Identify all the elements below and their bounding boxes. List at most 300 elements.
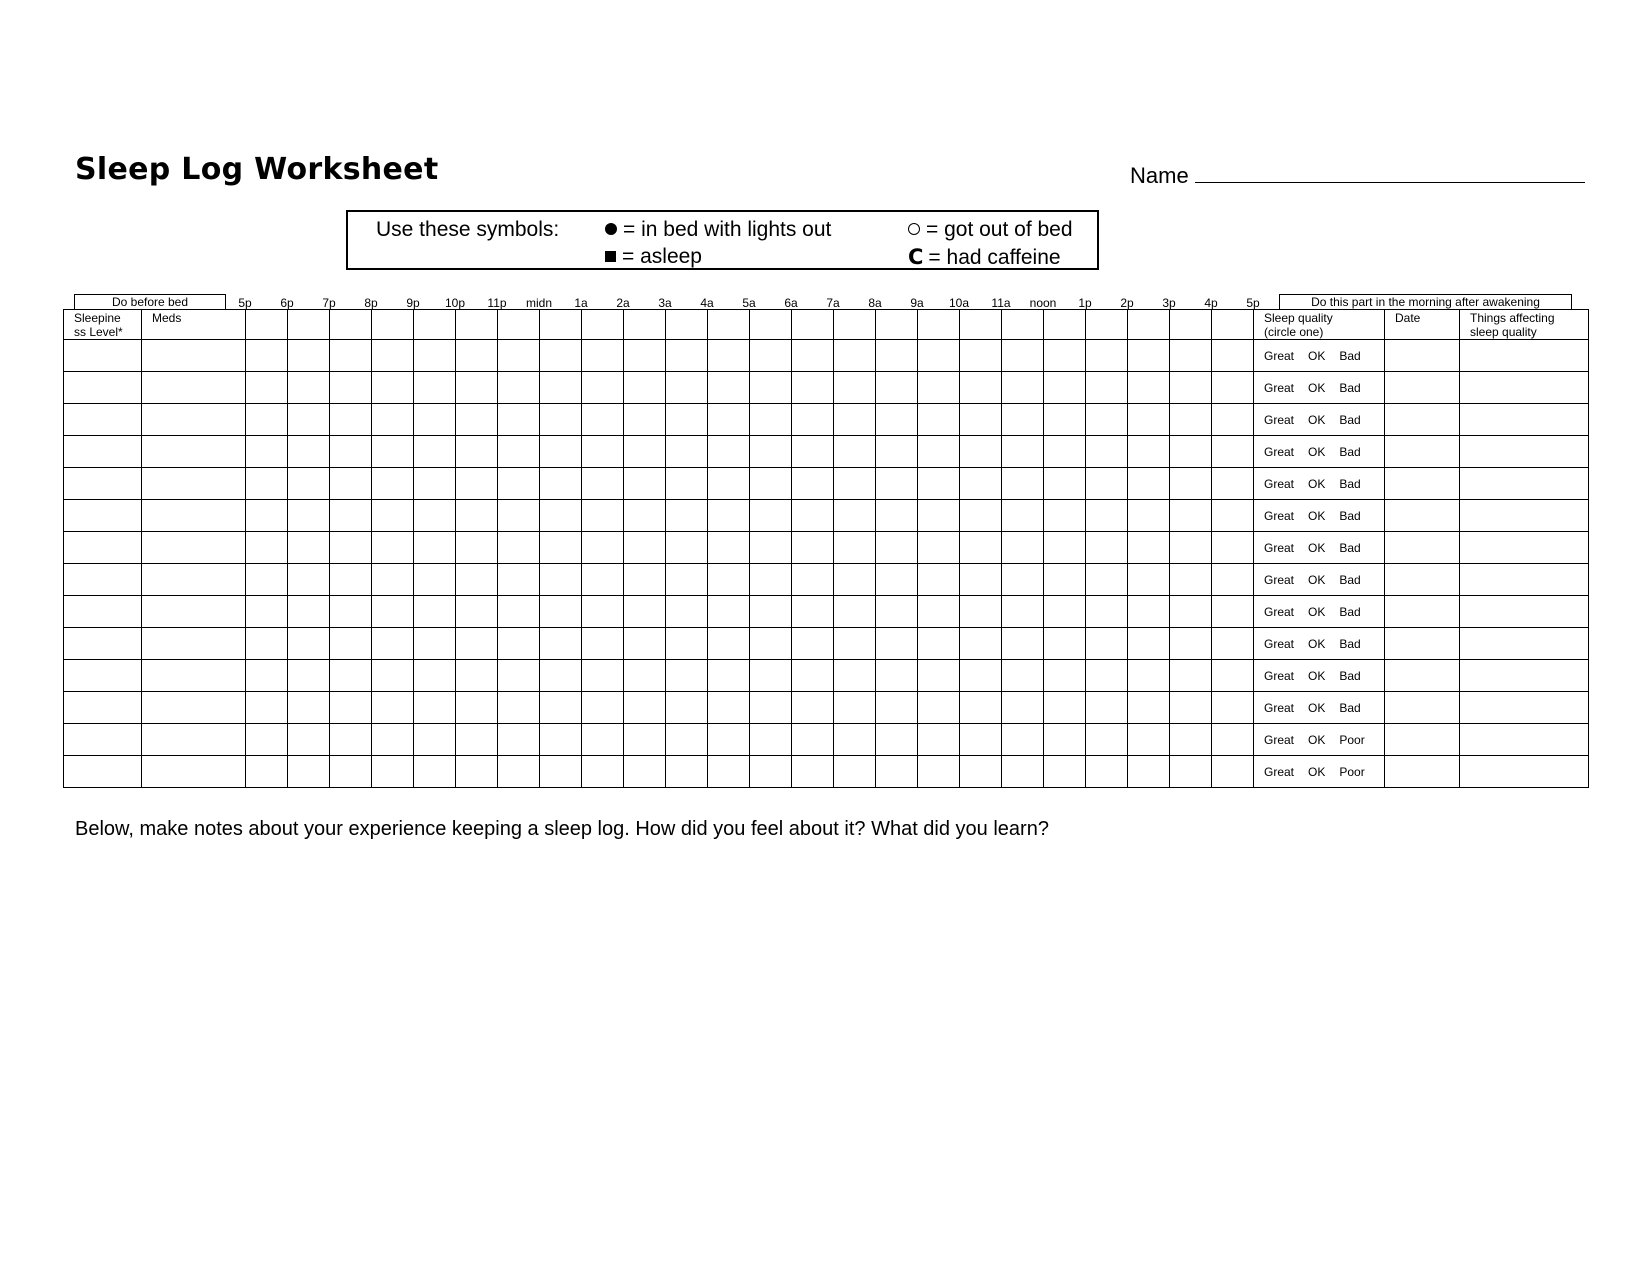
hour-cell[interactable] [876,692,918,724]
hour-cell[interactable] [288,596,330,628]
hour-cell[interactable] [666,564,708,596]
hour-cell[interactable] [1086,628,1128,660]
hour-cell[interactable] [1044,596,1086,628]
quality-option[interactable]: OK [1308,445,1326,459]
hour-cell[interactable] [540,628,582,660]
date-cell[interactable] [1385,468,1460,500]
hour-cell[interactable] [330,628,372,660]
meds-cell[interactable] [142,404,246,436]
meds-cell[interactable] [142,724,246,756]
quality-option[interactable]: OK [1308,573,1326,587]
hour-cell[interactable] [246,596,288,628]
quality-option[interactable]: Poor [1339,733,1365,747]
date-cell[interactable] [1385,500,1460,532]
hour-cell[interactable] [918,596,960,628]
hour-cell[interactable] [834,436,876,468]
hour-cell[interactable] [876,756,918,788]
things-affecting-cell[interactable] [1460,564,1589,596]
quality-option[interactable]: OK [1308,637,1326,651]
hour-cell[interactable] [582,404,624,436]
hour-cell[interactable] [1212,500,1254,532]
hour-cell[interactable] [1002,596,1044,628]
hour-cell[interactable] [456,436,498,468]
hour-cell[interactable] [960,724,1002,756]
hour-cell[interactable] [1086,756,1128,788]
hour-cell[interactable] [708,500,750,532]
hour-cell[interactable] [414,628,456,660]
hour-cell[interactable] [666,436,708,468]
hour-cell[interactable] [1212,660,1254,692]
hour-cell[interactable] [918,404,960,436]
hour-cell[interactable] [1044,404,1086,436]
hour-cell[interactable] [414,340,456,372]
hour-cell[interactable] [1002,660,1044,692]
hour-cell[interactable] [1086,724,1128,756]
hour-cell[interactable] [876,724,918,756]
hour-cell[interactable] [414,372,456,404]
hour-cell[interactable] [708,596,750,628]
hour-cell[interactable] [834,564,876,596]
hour-cell[interactable] [330,596,372,628]
date-cell[interactable] [1385,564,1460,596]
hour-cell[interactable] [498,724,540,756]
hour-cell[interactable] [666,340,708,372]
hour-cell[interactable] [330,372,372,404]
hour-cell[interactable] [960,564,1002,596]
hour-cell[interactable] [1128,564,1170,596]
meds-cell[interactable] [142,436,246,468]
sleepiness-cell[interactable] [64,404,142,436]
quality-option[interactable]: OK [1308,605,1326,619]
hour-cell[interactable] [708,724,750,756]
hour-cell[interactable] [582,596,624,628]
hour-cell[interactable] [708,628,750,660]
hour-cell[interactable] [918,340,960,372]
hour-cell[interactable] [624,436,666,468]
hour-cell[interactable] [876,340,918,372]
hour-cell[interactable] [834,404,876,436]
hour-cell[interactable] [750,692,792,724]
hour-cell[interactable] [792,724,834,756]
hour-cell[interactable] [498,404,540,436]
hour-cell[interactable] [372,692,414,724]
sleepiness-cell[interactable] [64,468,142,500]
meds-cell[interactable] [142,468,246,500]
hour-cell[interactable] [1212,372,1254,404]
hour-cell[interactable] [1044,756,1086,788]
hour-cell[interactable] [540,436,582,468]
quality-option[interactable]: Great [1264,349,1295,363]
hour-cell[interactable] [1128,660,1170,692]
hour-cell[interactable] [456,756,498,788]
hour-cell[interactable] [708,564,750,596]
hour-cell[interactable] [288,340,330,372]
quality-option[interactable]: Great [1264,605,1295,619]
hour-cell[interactable] [288,756,330,788]
sleepiness-cell[interactable] [64,436,142,468]
hour-cell[interactable] [414,692,456,724]
hour-cell[interactable] [372,500,414,532]
hour-cell[interactable] [330,724,372,756]
hour-cell[interactable] [792,372,834,404]
hour-cell[interactable] [1044,692,1086,724]
hour-cell[interactable] [330,564,372,596]
hour-cell[interactable] [750,724,792,756]
hour-cell[interactable] [540,724,582,756]
date-cell[interactable] [1385,404,1460,436]
hour-cell[interactable] [666,532,708,564]
hour-cell[interactable] [750,372,792,404]
hour-cell[interactable] [540,564,582,596]
hour-cell[interactable] [834,724,876,756]
hour-cell[interactable] [666,500,708,532]
hour-cell[interactable] [582,372,624,404]
hour-cell[interactable] [624,596,666,628]
hour-cell[interactable] [792,660,834,692]
quality-option[interactable]: Great [1264,701,1295,715]
hour-cell[interactable] [960,660,1002,692]
quality-option[interactable]: Bad [1339,445,1361,459]
quality-option[interactable]: Great [1264,541,1295,555]
hour-cell[interactable] [792,468,834,500]
hour-cell[interactable] [1128,532,1170,564]
hour-cell[interactable] [1002,692,1044,724]
hour-cell[interactable] [666,596,708,628]
hour-cell[interactable] [750,628,792,660]
things-affecting-cell[interactable] [1460,468,1589,500]
hour-cell[interactable] [960,372,1002,404]
hour-cell[interactable] [834,532,876,564]
hour-cell[interactable] [666,756,708,788]
hour-cell[interactable] [876,660,918,692]
hour-cell[interactable] [1128,724,1170,756]
hour-cell[interactable] [666,404,708,436]
hour-cell[interactable] [1086,596,1128,628]
hour-cell[interactable] [582,436,624,468]
hour-cell[interactable] [1086,500,1128,532]
hour-cell[interactable] [792,404,834,436]
hour-cell[interactable] [918,756,960,788]
hour-cell[interactable] [876,372,918,404]
date-cell[interactable] [1385,724,1460,756]
quality-option[interactable]: Bad [1339,381,1361,395]
hour-cell[interactable] [750,564,792,596]
hour-cell[interactable] [624,404,666,436]
hour-cell[interactable] [792,340,834,372]
hour-cell[interactable] [456,724,498,756]
meds-cell[interactable] [142,564,246,596]
hour-cell[interactable] [960,692,1002,724]
hour-cell[interactable] [456,564,498,596]
hour-cell[interactable] [792,692,834,724]
hour-cell[interactable] [498,532,540,564]
things-affecting-cell[interactable] [1460,628,1589,660]
hour-cell[interactable] [414,756,456,788]
sleepiness-cell[interactable] [64,596,142,628]
hour-cell[interactable] [1086,436,1128,468]
hour-cell[interactable] [1212,468,1254,500]
hour-cell[interactable] [246,372,288,404]
hour-cell[interactable] [792,436,834,468]
quality-option[interactable]: OK [1308,541,1326,555]
hour-cell[interactable] [918,564,960,596]
hour-cell[interactable] [708,756,750,788]
hour-cell[interactable] [582,532,624,564]
hour-cell[interactable] [1170,724,1212,756]
hour-cell[interactable] [1086,660,1128,692]
hour-cell[interactable] [582,724,624,756]
hour-cell[interactable] [414,724,456,756]
meds-cell[interactable] [142,532,246,564]
hour-cell[interactable] [834,500,876,532]
quality-option[interactable]: Poor [1339,765,1365,779]
date-cell[interactable] [1385,596,1460,628]
hour-cell[interactable] [582,756,624,788]
things-affecting-cell[interactable] [1460,756,1589,788]
hour-cell[interactable] [498,372,540,404]
hour-cell[interactable] [540,372,582,404]
things-affecting-cell[interactable] [1460,404,1589,436]
hour-cell[interactable] [456,596,498,628]
date-cell[interactable] [1385,660,1460,692]
hour-cell[interactable] [1044,500,1086,532]
hour-cell[interactable] [330,500,372,532]
hour-cell[interactable] [582,468,624,500]
hour-cell[interactable] [372,404,414,436]
quality-option[interactable]: Great [1264,413,1295,427]
quality-option[interactable]: Great [1264,669,1295,683]
hour-cell[interactable] [1212,724,1254,756]
hour-cell[interactable] [1002,564,1044,596]
date-cell[interactable] [1385,628,1460,660]
hour-cell[interactable] [372,436,414,468]
hour-cell[interactable] [1212,564,1254,596]
hour-cell[interactable] [1002,532,1044,564]
hour-cell[interactable] [246,404,288,436]
hour-cell[interactable] [1170,372,1212,404]
hour-cell[interactable] [246,756,288,788]
hour-cell[interactable] [1086,372,1128,404]
hour-cell[interactable] [288,372,330,404]
hour-cell[interactable] [498,692,540,724]
hour-cell[interactable] [414,500,456,532]
hour-cell[interactable] [582,692,624,724]
hour-cell[interactable] [624,660,666,692]
hour-cell[interactable] [330,468,372,500]
sleepiness-cell[interactable] [64,628,142,660]
things-affecting-cell[interactable] [1460,372,1589,404]
hour-cell[interactable] [1128,500,1170,532]
things-affecting-cell[interactable] [1460,724,1589,756]
quality-option[interactable]: Bad [1339,413,1361,427]
hour-cell[interactable] [414,564,456,596]
hour-cell[interactable] [582,500,624,532]
hour-cell[interactable] [876,436,918,468]
quality-option[interactable]: Bad [1339,701,1361,715]
hour-cell[interactable] [456,532,498,564]
hour-cell[interactable] [246,724,288,756]
hour-cell[interactable] [1128,372,1170,404]
hour-cell[interactable] [414,436,456,468]
hour-cell[interactable] [456,468,498,500]
hour-cell[interactable] [288,404,330,436]
hour-cell[interactable] [960,436,1002,468]
hour-cell[interactable] [708,692,750,724]
hour-cell[interactable] [372,756,414,788]
things-affecting-cell[interactable] [1460,436,1589,468]
hour-cell[interactable] [624,756,666,788]
hour-cell[interactable] [414,532,456,564]
hour-cell[interactable] [708,436,750,468]
sleepiness-cell[interactable] [64,660,142,692]
hour-cell[interactable] [456,500,498,532]
quality-option[interactable]: Great [1264,637,1295,651]
hour-cell[interactable] [1002,724,1044,756]
hour-cell[interactable] [540,404,582,436]
hour-cell[interactable] [1128,756,1170,788]
hour-cell[interactable] [330,340,372,372]
hour-cell[interactable] [1086,692,1128,724]
date-cell[interactable] [1385,756,1460,788]
hour-cell[interactable] [750,532,792,564]
sleepiness-cell[interactable] [64,532,142,564]
quality-option[interactable]: Great [1264,445,1295,459]
hour-cell[interactable] [834,372,876,404]
hour-cell[interactable] [918,724,960,756]
hour-cell[interactable] [372,372,414,404]
hour-cell[interactable] [876,468,918,500]
meds-cell[interactable] [142,372,246,404]
hour-cell[interactable] [1002,404,1044,436]
hour-cell[interactable] [414,404,456,436]
hour-cell[interactable] [792,532,834,564]
hour-cell[interactable] [582,660,624,692]
hour-cell[interactable] [540,756,582,788]
hour-cell[interactable] [792,564,834,596]
hour-cell[interactable] [498,340,540,372]
hour-cell[interactable] [540,340,582,372]
hour-cell[interactable] [1212,436,1254,468]
hour-cell[interactable] [792,596,834,628]
hour-cell[interactable] [876,404,918,436]
quality-option[interactable]: OK [1308,733,1326,747]
things-affecting-cell[interactable] [1460,596,1589,628]
hour-cell[interactable] [1002,500,1044,532]
hour-cell[interactable] [624,564,666,596]
hour-cell[interactable] [750,436,792,468]
hour-cell[interactable] [1044,436,1086,468]
hour-cell[interactable] [1044,340,1086,372]
hour-cell[interactable] [876,500,918,532]
quality-option[interactable]: OK [1308,381,1326,395]
hour-cell[interactable] [372,468,414,500]
hour-cell[interactable] [960,596,1002,628]
hour-cell[interactable] [582,564,624,596]
hour-cell[interactable] [372,628,414,660]
hour-cell[interactable] [372,564,414,596]
hour-cell[interactable] [246,692,288,724]
hour-cell[interactable] [708,340,750,372]
hour-cell[interactable] [1212,756,1254,788]
hour-cell[interactable] [834,596,876,628]
hour-cell[interactable] [288,628,330,660]
hour-cell[interactable] [1128,468,1170,500]
hour-cell[interactable] [1170,404,1212,436]
hour-cell[interactable] [1170,628,1212,660]
hour-cell[interactable] [456,628,498,660]
hour-cell[interactable] [288,724,330,756]
hour-cell[interactable] [456,692,498,724]
hour-cell[interactable] [792,756,834,788]
hour-cell[interactable] [1044,468,1086,500]
quality-option[interactable]: Bad [1339,637,1361,651]
hour-cell[interactable] [666,628,708,660]
meds-cell[interactable] [142,756,246,788]
hour-cell[interactable] [624,628,666,660]
hour-cell[interactable] [372,724,414,756]
hour-cell[interactable] [330,532,372,564]
hour-cell[interactable] [960,340,1002,372]
hour-cell[interactable] [834,628,876,660]
hour-cell[interactable] [1002,756,1044,788]
hour-cell[interactable] [666,372,708,404]
things-affecting-cell[interactable] [1460,660,1589,692]
quality-option[interactable]: Bad [1339,349,1361,363]
hour-cell[interactable] [624,692,666,724]
hour-cell[interactable] [1170,564,1212,596]
hour-cell[interactable] [456,660,498,692]
hour-cell[interactable] [1170,756,1212,788]
hour-cell[interactable] [330,436,372,468]
things-affecting-cell[interactable] [1460,340,1589,372]
quality-option[interactable]: OK [1308,701,1326,715]
hour-cell[interactable] [1044,660,1086,692]
hour-cell[interactable] [1044,628,1086,660]
meds-cell[interactable] [142,692,246,724]
hour-cell[interactable] [498,628,540,660]
hour-cell[interactable] [288,660,330,692]
hour-cell[interactable] [750,340,792,372]
hour-cell[interactable] [960,404,1002,436]
hour-cell[interactable] [1128,596,1170,628]
hour-cell[interactable] [708,468,750,500]
hour-cell[interactable] [960,756,1002,788]
hour-cell[interactable] [918,372,960,404]
hour-cell[interactable] [414,596,456,628]
meds-cell[interactable] [142,596,246,628]
date-cell[interactable] [1385,340,1460,372]
hour-cell[interactable] [372,532,414,564]
hour-cell[interactable] [624,532,666,564]
quality-option[interactable]: Bad [1339,605,1361,619]
hour-cell[interactable] [246,532,288,564]
quality-option[interactable]: OK [1308,509,1326,523]
hour-cell[interactable] [1212,340,1254,372]
hour-cell[interactable] [540,596,582,628]
hour-cell[interactable] [372,660,414,692]
hour-cell[interactable] [876,628,918,660]
hour-cell[interactable] [1170,468,1212,500]
hour-cell[interactable] [1044,724,1086,756]
hour-cell[interactable] [414,468,456,500]
hour-cell[interactable] [498,564,540,596]
hour-cell[interactable] [288,500,330,532]
quality-option[interactable]: Great [1264,765,1295,779]
sleepiness-cell[interactable] [64,372,142,404]
hour-cell[interactable] [372,340,414,372]
hour-cell[interactable] [1128,628,1170,660]
hour-cell[interactable] [1212,596,1254,628]
